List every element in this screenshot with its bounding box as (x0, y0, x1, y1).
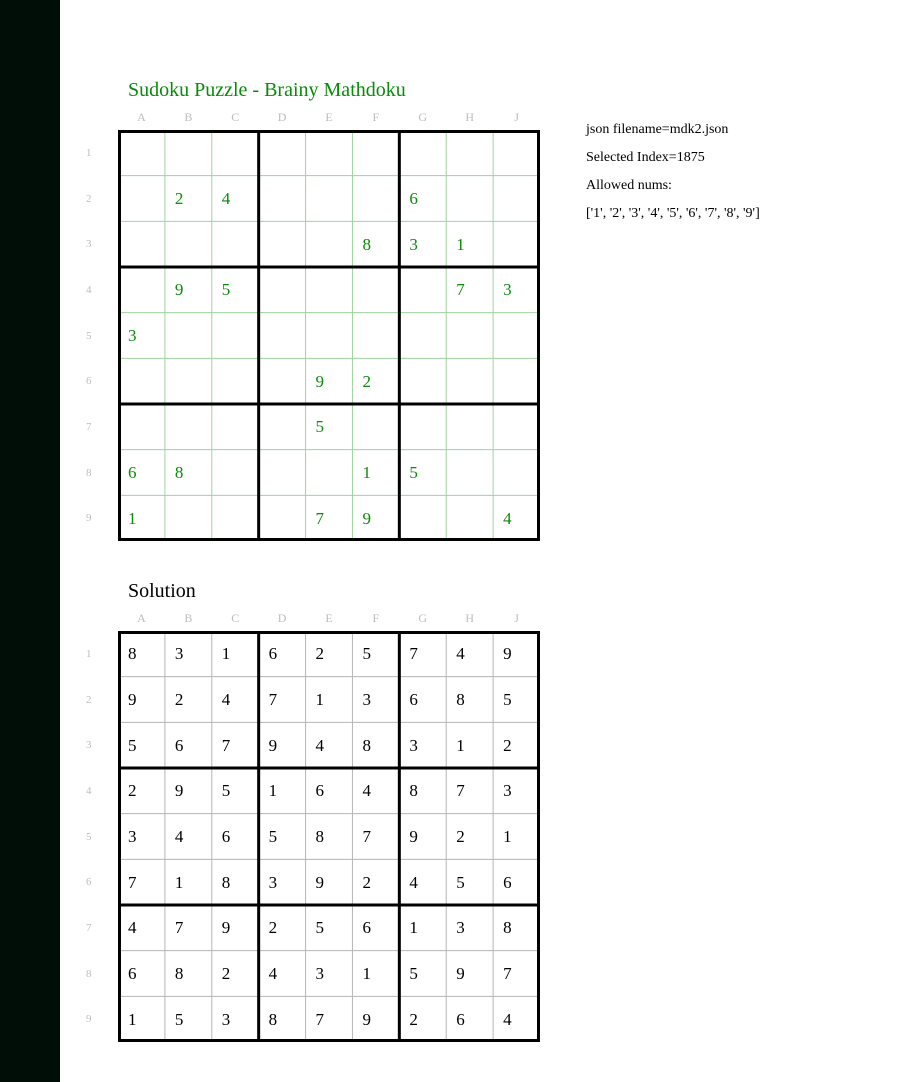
puzzle-cell[interactable] (212, 358, 259, 404)
solution-cell: 2 (503, 735, 512, 755)
solution-cell: 6 (409, 689, 418, 709)
column-label: B (184, 110, 193, 124)
solution-cell: 8 (128, 644, 137, 664)
solution-cell: 2 (268, 918, 278, 938)
puzzle-cell[interactable] (306, 313, 353, 359)
puzzle-cell[interactable] (446, 358, 493, 404)
solution-cell: 3 (221, 1009, 231, 1029)
row-label: 5 (86, 329, 92, 342)
column-label: J (514, 611, 519, 625)
puzzle-cell[interactable] (118, 404, 165, 450)
solution-cell: 8 (456, 689, 465, 709)
puzzle-cell[interactable] (399, 130, 446, 176)
column-label: G (418, 110, 428, 124)
solution-cell: 2 (362, 872, 371, 892)
puzzle-cell[interactable] (399, 267, 446, 313)
puzzle-cell[interactable] (118, 176, 165, 222)
puzzle-cell[interactable] (212, 495, 259, 541)
column-label: J (514, 110, 519, 124)
solution-cell: 1 (362, 963, 371, 983)
column-label: D (277, 110, 287, 124)
puzzle-cell[interactable] (446, 176, 493, 222)
solution-cell: 4 (362, 781, 371, 801)
puzzle-cell[interactable] (493, 221, 540, 267)
puzzle-cell[interactable] (212, 450, 259, 496)
puzzle-cell[interactable] (399, 495, 446, 541)
puzzle-cell[interactable]: 7 (315, 508, 325, 528)
puzzle-cell[interactable] (493, 450, 540, 496)
puzzle-cell[interactable] (306, 221, 353, 267)
solution-cell: 9 (221, 918, 231, 938)
solution-cell: 3 (503, 781, 512, 801)
allowed-nums-list: ['1', '2', '3', '4', '5', '6', '7', '8', '9'] (586, 206, 760, 221)
puzzle-cell[interactable] (399, 404, 446, 450)
puzzle-cell[interactable] (306, 130, 353, 176)
puzzle-cell[interactable] (165, 130, 212, 176)
puzzle-cell[interactable] (446, 404, 493, 450)
puzzle-title: Sudoku Puzzle - Brainy Mathdoku (128, 79, 406, 101)
solution-cell: 6 (128, 963, 137, 983)
row-label: 9 (86, 1013, 92, 1026)
puzzle-cell[interactable] (259, 404, 306, 450)
puzzle-cell[interactable] (352, 130, 399, 176)
solution-cell: 8 (268, 1009, 278, 1029)
puzzle-cell[interactable]: 5 (409, 462, 418, 482)
solution-cell: 9 (362, 1009, 371, 1029)
solution-cell: 1 (409, 918, 418, 938)
puzzle-cell[interactable]: 8 (362, 234, 371, 254)
puzzle-cell[interactable] (165, 495, 212, 541)
puzzle-cell[interactable] (259, 176, 306, 222)
solution-cell: 3 (174, 644, 184, 664)
row-label: 6 (86, 375, 92, 388)
row-label: 9 (86, 512, 92, 525)
puzzle-cell[interactable]: 6 (409, 188, 418, 208)
solution-cell: 2 (221, 963, 231, 983)
column-label: F (372, 611, 380, 625)
column-label: A (137, 611, 146, 625)
solution-cell: 5 (221, 781, 231, 801)
solution-cell: 1 (221, 644, 231, 664)
puzzle-cell[interactable]: 1 (362, 462, 371, 482)
solution-cell: 6 (174, 735, 184, 755)
puzzle-cell[interactable] (352, 267, 399, 313)
solution-cell: 7 (409, 644, 418, 664)
puzzle-cell[interactable] (118, 221, 165, 267)
puzzle-cell[interactable] (165, 404, 212, 450)
puzzle-cell[interactable]: 6 (128, 462, 137, 482)
solution-cell: 1 (174, 872, 184, 892)
solution-cell: 8 (409, 781, 418, 801)
column-label: D (277, 611, 287, 625)
solution-column-labels (118, 611, 540, 625)
puzzle-cell[interactable]: 3 (128, 325, 137, 345)
puzzle-cell[interactable] (212, 404, 259, 450)
solution-cell: 8 (503, 918, 512, 938)
puzzle-cell[interactable] (446, 450, 493, 496)
puzzle-cell[interactable]: 5 (315, 417, 325, 437)
puzzle-cell[interactable]: 2 (174, 188, 184, 208)
puzzle-cell[interactable]: 1 (128, 508, 137, 528)
puzzle-cell[interactable] (352, 404, 399, 450)
puzzle-cell[interactable] (446, 313, 493, 359)
solution-cell: 1 (456, 735, 465, 755)
puzzle-cell[interactable]: 1 (456, 234, 465, 254)
solution-cell: 9 (128, 689, 137, 709)
puzzle-grid (118, 130, 540, 541)
puzzle-cell[interactable] (493, 313, 540, 359)
solution-cell: 7 (456, 781, 465, 801)
puzzle-cell[interactable]: 3 (409, 234, 418, 254)
puzzle-cell[interactable] (118, 358, 165, 404)
solution-cell: 3 (456, 918, 465, 938)
row-label: 3 (86, 238, 92, 251)
solution-cell: 9 (315, 872, 325, 892)
puzzle-cell[interactable] (259, 495, 306, 541)
info-panel (586, 116, 760, 228)
puzzle-cell[interactable] (259, 221, 306, 267)
column-label: E (325, 611, 333, 625)
solution-cell: 5 (362, 644, 371, 664)
solution-cell: 7 (268, 689, 278, 709)
row-label: 7 (86, 922, 92, 934)
selected-index-text: Selected Index=1875 (586, 150, 705, 165)
solution-cell: 7 (221, 735, 231, 755)
solution-cell: 6 (268, 644, 278, 664)
puzzle-cell[interactable] (212, 221, 259, 267)
puzzle-cell[interactable]: 5 (221, 280, 231, 300)
row-label: 1 (86, 648, 92, 660)
puzzle-cell[interactable]: 9 (174, 280, 184, 300)
solution-cell: 1 (503, 826, 512, 846)
puzzle-cell[interactable] (212, 130, 259, 176)
row-label: 4 (86, 785, 92, 797)
solution-cell: 5 (315, 918, 325, 938)
puzzle-cell[interactable] (352, 313, 399, 359)
solution-cell: 9 (174, 781, 184, 801)
solution-cell: 3 (128, 826, 137, 846)
solution-cell: 9 (409, 826, 418, 846)
solution-cell: 3 (409, 735, 418, 755)
solution-cell: 3 (315, 963, 325, 983)
solution-cell: 9 (503, 644, 512, 664)
solution-cell: 1 (268, 781, 278, 801)
puzzle-cell[interactable] (165, 358, 212, 404)
solution-cell: 4 (503, 1009, 512, 1029)
row-label: 3 (86, 739, 92, 752)
puzzle-cell[interactable] (306, 176, 353, 222)
row-label: 1 (86, 147, 92, 159)
row-label: 7 (86, 421, 92, 433)
solution-cell: 2 (315, 644, 325, 664)
solution-cell: 6 (221, 826, 231, 846)
solution-cell: 5 (503, 689, 512, 709)
column-label: H (465, 110, 474, 124)
puzzle-cell[interactable] (399, 358, 446, 404)
puzzle-cell[interactable] (493, 176, 540, 222)
solution-cell: 2 (128, 781, 137, 801)
puzzle-cell[interactable] (446, 495, 493, 541)
solution-cell: 6 (315, 781, 325, 801)
allowed-nums-label: Allowed nums: (586, 178, 672, 193)
solution-cell: 9 (456, 963, 465, 983)
puzzle-cell[interactable]: 3 (503, 280, 512, 300)
puzzle-cell[interactable] (306, 450, 353, 496)
puzzle-cell[interactable] (259, 267, 306, 313)
puzzle-cell[interactable] (212, 313, 259, 359)
row-label: 6 (86, 876, 92, 889)
column-label: C (231, 611, 240, 625)
column-label: C (231, 110, 240, 124)
solution-cell: 1 (315, 689, 325, 709)
puzzle-cell[interactable] (493, 404, 540, 450)
solution-cell: 3 (268, 872, 278, 892)
solution-title: Solution (128, 580, 196, 602)
row-label: 2 (86, 693, 92, 706)
solution-cell: 9 (268, 735, 278, 755)
solution-cell: 7 (174, 918, 184, 938)
puzzle-cell[interactable] (165, 221, 212, 267)
column-label: E (325, 110, 333, 124)
solution-cell: 7 (128, 872, 137, 892)
left-side-bar (0, 0, 60, 1082)
solution-cell: 2 (456, 826, 465, 846)
solution-cell: 4 (174, 826, 184, 846)
puzzle-column-labels (118, 110, 540, 124)
column-label: F (372, 110, 380, 124)
solution-grid (118, 631, 540, 1042)
puzzle-cell[interactable] (259, 450, 306, 496)
solution-cell: 5 (128, 735, 137, 755)
solution-cell: 5 (409, 963, 418, 983)
row-label: 4 (86, 284, 92, 296)
puzzle-cell[interactable] (399, 313, 446, 359)
puzzle-cell[interactable] (118, 267, 165, 313)
puzzle-cell[interactable] (352, 176, 399, 222)
solution-cell: 2 (409, 1009, 418, 1029)
solution-cell: 8 (362, 735, 371, 755)
column-label: H (465, 611, 474, 625)
solution-cell: 2 (174, 689, 184, 709)
solution-cell: 6 (456, 1009, 465, 1029)
solution-cell: 7 (315, 1009, 325, 1029)
puzzle-cell[interactable]: 8 (174, 462, 184, 482)
puzzle-cell[interactable] (259, 313, 306, 359)
solution-cell: 5 (174, 1009, 184, 1029)
puzzle-cell[interactable] (493, 358, 540, 404)
column-label: G (418, 611, 428, 625)
solution-cell: 4 (315, 735, 325, 755)
solution-cell: 4 (456, 644, 465, 664)
column-label: B (184, 611, 193, 625)
solution-cell: 4 (221, 689, 231, 709)
solution-cell: 7 (362, 826, 371, 846)
puzzle-row-labels (86, 130, 104, 541)
solution-cell: 6 (503, 872, 512, 892)
row-label: 2 (86, 192, 92, 205)
solution-row-labels (86, 631, 104, 1042)
puzzle-cell[interactable] (306, 267, 353, 313)
solution-cell: 4 (268, 963, 278, 983)
puzzle-cell[interactable] (446, 130, 493, 176)
row-label: 8 (86, 466, 92, 479)
solution-cell: 4 (128, 918, 137, 938)
puzzle-cell[interactable] (118, 130, 165, 176)
solution-cell: 5 (268, 826, 278, 846)
puzzle-cell[interactable]: 4 (503, 508, 512, 528)
solution-cell: 8 (174, 963, 184, 983)
puzzle-cell[interactable] (493, 130, 540, 176)
solution-cell: 8 (315, 826, 325, 846)
column-label: A (137, 110, 146, 124)
json-filename-text: json filename=mdk2.json (586, 122, 729, 137)
row-label: 8 (86, 967, 92, 980)
puzzle-cell[interactable] (259, 358, 306, 404)
solution-cell: 5 (456, 872, 465, 892)
solution-cell: 7 (503, 963, 512, 983)
puzzle-cell[interactable]: 9 (315, 371, 325, 391)
puzzle-cell[interactable]: 2 (362, 371, 371, 391)
solution-cell: 8 (221, 872, 231, 892)
solution-cell: 3 (362, 689, 371, 709)
puzzle-cell[interactable] (165, 313, 212, 359)
puzzle-cell[interactable] (259, 130, 306, 176)
solution-cell: 6 (362, 918, 371, 938)
puzzle-cell[interactable]: 4 (221, 188, 231, 208)
solution-cell: 1 (128, 1009, 137, 1029)
row-label: 5 (86, 830, 92, 843)
solution-cell: 4 (409, 872, 418, 892)
puzzle-cell[interactable]: 9 (362, 508, 371, 528)
puzzle-cell[interactable]: 7 (456, 280, 465, 300)
